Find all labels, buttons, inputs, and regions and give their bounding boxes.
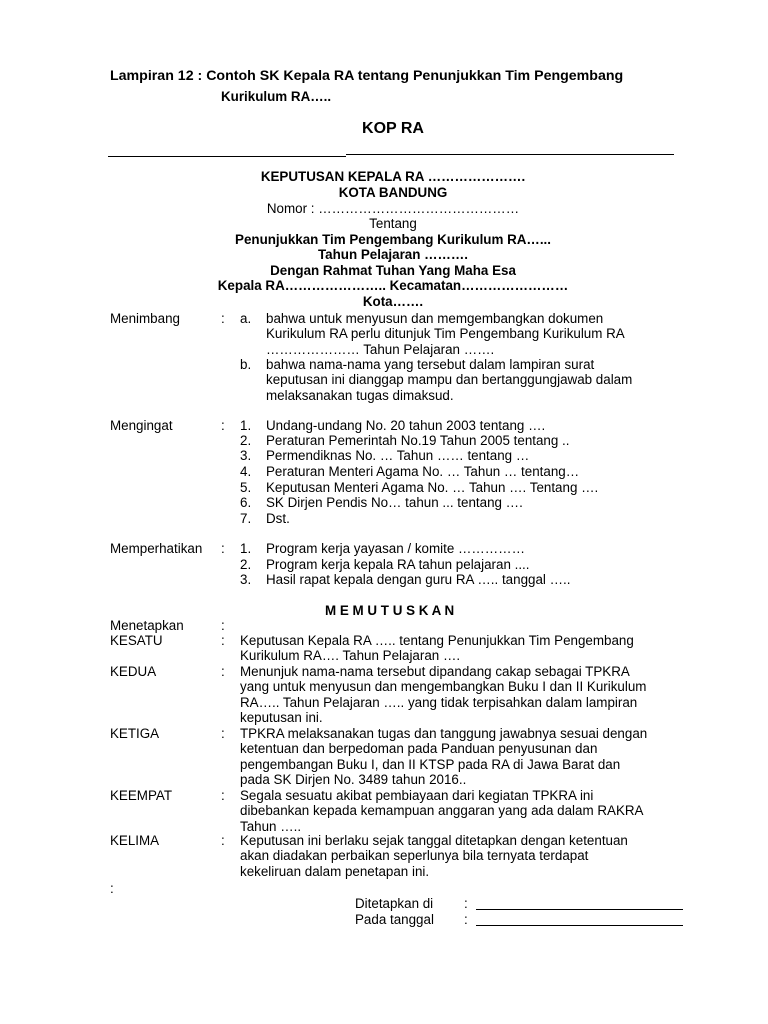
menimbang-item-a — [266, 311, 676, 357]
text-line: melaksanakan tugas dimaksud. — [266, 387, 454, 403]
item-marker: 5. — [240, 480, 252, 495]
colon: : — [221, 418, 225, 433]
item-marker: 1. — [240, 418, 252, 433]
colon: : — [221, 633, 225, 648]
date-line — [476, 925, 683, 926]
text-line: Kurikulum RA perlu ditunjuk Tim Pengembang Kurikulum RA — [266, 326, 625, 342]
decision-text-ketiga — [240, 726, 676, 788]
decision-label-kesatu: KESATU — [110, 633, 163, 648]
kota-line: Kota……. — [362, 294, 424, 309]
place-label: Ditetapkan di — [355, 896, 434, 911]
kop-title: KOP RA — [362, 120, 424, 137]
decree-number: Nomor : ……………………………………… — [266, 201, 520, 216]
decision-text-kedua — [240, 664, 676, 726]
kop-divider-left — [108, 156, 346, 157]
text-line: ………………… Tahun Pelajaran ……. — [266, 341, 495, 357]
memperhatikan-item: Program kerja yayasan / komite …………… — [266, 541, 525, 556]
item-marker: a. — [240, 311, 252, 326]
mengingat-item: Keputusan Menteri Agama No. … Tahun …. Tentang …. — [266, 480, 599, 495]
decision-text-keempat — [240, 788, 676, 834]
colon: : — [464, 912, 468, 927]
memperhatikan-item: Hasil rapat kepala dengan guru RA ….. tanggal ….. — [266, 572, 571, 587]
decision-text-kelima — [240, 833, 676, 879]
kop-divider-right — [346, 154, 674, 155]
text-line: Segala sesuatu akibat pembiayaan dari kegiatan TPKRA ini — [240, 788, 594, 803]
memperhatikan-label: Memperhatikan — [110, 541, 203, 556]
text-line: ketentuan dan berpedoman pada Panduan penyusunan dan — [240, 741, 598, 757]
colon: : — [221, 788, 225, 803]
colon: : — [221, 618, 225, 633]
item-marker: 7. — [240, 511, 252, 526]
memperhatikan-item: Program kerja kepala RA tahun pelajaran .... — [266, 557, 530, 572]
menimbang-item-b — [266, 357, 676, 403]
text-line: Keputusan Kepala RA ….. tentang Penunjukkan Tim Pengembang — [240, 633, 634, 648]
colon: : — [221, 726, 225, 741]
item-marker: 3. — [240, 448, 252, 463]
head-line: Kepala RA………………….. Kecamatan…………………… — [217, 278, 569, 293]
decision-label-ketiga: KETIGA — [110, 726, 160, 741]
item-marker: 2. — [240, 557, 252, 572]
decision-title: KEPUTUSAN KEPALA RA …………………. — [260, 169, 526, 184]
year-title: Tahun Pelajaran ………. — [317, 247, 469, 262]
text-line: dibebankan kepada kemampuan anggaran yang ada dalam RAKRA — [240, 803, 644, 819]
text-line: keputusan ini. — [240, 710, 323, 726]
text-line: yang untuk menyusun dan mengembangkan Buku I dan II Kurikulum — [240, 679, 647, 695]
grace-line: Dengan Rahmat Tuhan Yang Maha Esa — [270, 263, 516, 278]
decision-label-kedua: KEDUA — [110, 664, 157, 679]
item-marker: 3. — [240, 572, 252, 587]
text-line: bahwa nama-nama yang tersebut dalam lampiran surat — [266, 357, 595, 372]
mengingat-item: Permendiknas No. … Tahun …… tentang … — [266, 448, 530, 463]
place-line — [476, 909, 683, 910]
colon: : — [221, 664, 225, 679]
text-line: keputusan ini dianggap mampu dan bertanggungjawab dalam — [266, 372, 633, 388]
item-marker: 2. — [240, 433, 252, 448]
date-label: Pada tanggal — [355, 912, 434, 927]
text-line: akan diadakan perbaikan seperlunya bila ternyata terdapat — [240, 848, 589, 864]
text-line: TPKRA melaksanakan tugas dan tanggung jawabnya sesuai dengan — [240, 726, 648, 741]
decision-label-keempat: KEEMPAT — [110, 788, 173, 803]
decision-label-kelima: KELIMA — [110, 833, 160, 848]
text-line: pada SK Dirjen No. 3489 tahun 2016.. — [240, 772, 467, 788]
stray-colon: : — [110, 881, 114, 896]
heading-line-2: Kurikulum RA….. — [221, 89, 332, 104]
about-label: Tentang — [369, 216, 417, 231]
mengingat-item: Peraturan Pemerintah No.19 Tahun 2005 tentang .. — [266, 433, 570, 448]
menetapkan-label: Menetapkan — [110, 618, 184, 633]
colon: : — [221, 541, 225, 556]
decision-text-kesatu — [240, 633, 676, 664]
text-line: kekeliruan dalam penetapan ini. — [240, 863, 430, 879]
text-line: bahwa untuk menyusun dan memgembangkan dokumen — [266, 311, 604, 326]
mengingat-item: SK Dirjen Pendis No… tahun ... tentang …. — [266, 495, 523, 510]
item-marker: 4. — [240, 464, 252, 479]
text-line: Tahun ….. — [240, 818, 302, 834]
item-marker: b. — [240, 357, 252, 372]
colon: : — [221, 311, 225, 326]
city-title: KOTA BANDUNG — [338, 185, 448, 200]
heading-line-1: Lampiran 12 : Contoh SK Kepala RA tentang Penunjukkan Tim Pengembang — [110, 68, 624, 84]
text-line: pengembangan Buku I, dan II KTSP pada RA di Jawa Barat dan — [240, 756, 621, 772]
text-line: Keputusan ini berlaku sejak tanggal ditetapkan dengan ketentuan — [240, 833, 628, 848]
colon: : — [464, 896, 468, 911]
colon: : — [221, 833, 225, 848]
text-line: RA….. Tahun Pelajaran ….. yang tidak terpisahkan dalam lampiran — [240, 694, 638, 710]
text-line: Menunjuk nama-nama tersebut dipandang cakap sebagai TPKRA — [240, 664, 630, 679]
mengingat-label: Mengingat — [110, 418, 173, 433]
mengingat-item: Peraturan Menteri Agama No. … Tahun … tentang… — [266, 464, 580, 479]
mengingat-item: Dst. — [266, 511, 290, 526]
subject-title: Penunjukkan Tim Pengembang Kurikulum RA…... — [235, 232, 551, 247]
mengingat-item: Undang-undang No. 20 tahun 2003 tentang …. — [266, 418, 546, 433]
memutuskan-title: M E M U T U S K A N — [325, 603, 455, 618]
text-line: Kurikulum RA…. Tahun Pelajaran …. — [240, 648, 461, 664]
item-marker: 6. — [240, 495, 252, 510]
menimbang-label: Menimbang — [110, 311, 180, 326]
item-marker: 1. — [240, 541, 252, 556]
